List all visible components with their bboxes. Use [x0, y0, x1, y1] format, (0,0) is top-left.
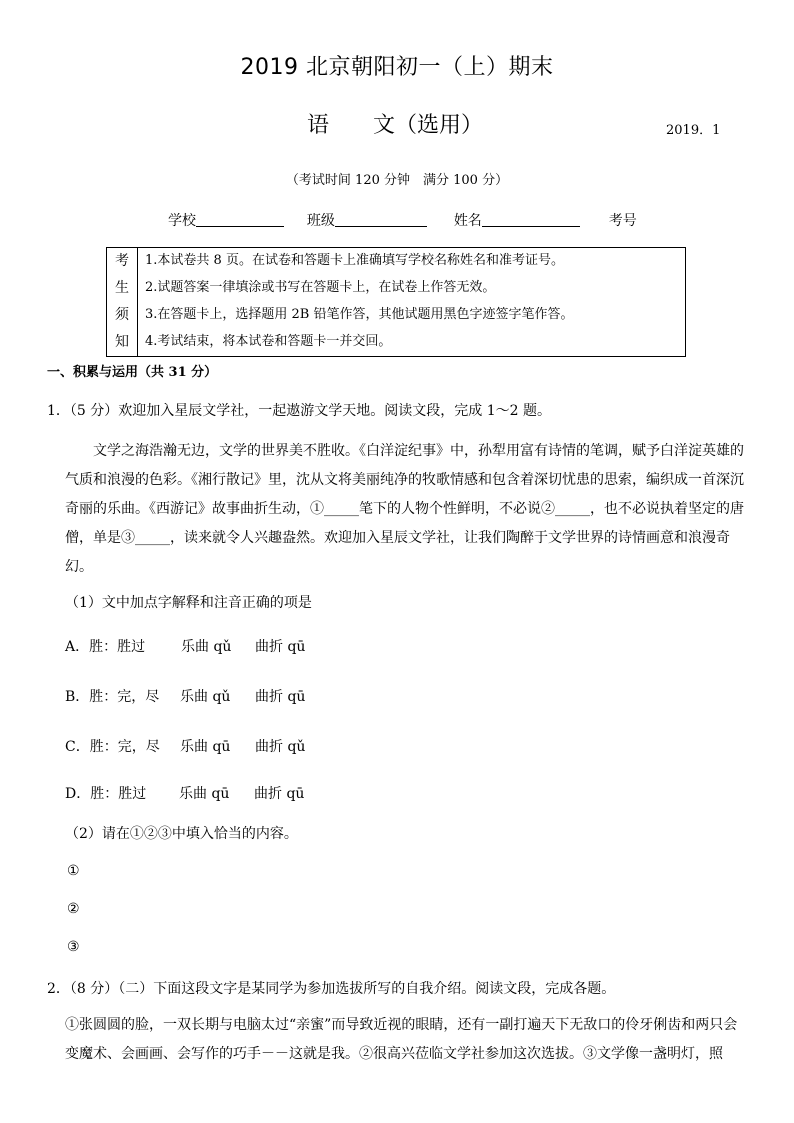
exam-info: （考试时间 120 分钟 满分 100 分）: [285, 173, 509, 188]
blank-3[interactable]: ③: [67, 939, 80, 955]
notice-item: 1.本试卷共 8 页。在试卷和答题卡上准确填写学校名称姓名和准考证号。: [145, 253, 564, 268]
exam-notice-box: [106, 247, 686, 357]
notice-item: 4.考试结束，将本试卷和答题卡一并交回。: [145, 334, 392, 349]
notice-item: 2.试题答案一律填涂或书写在答题卡上，在试卷上作答无效。: [145, 280, 496, 295]
subject-heading: 语 文（选用）: [307, 113, 484, 138]
blank-1[interactable]: ①: [67, 863, 80, 879]
name-field[interactable]: [482, 212, 580, 227]
notice-item: 3.在答题卡上，选择题用 2B 铅笔作答，其他试题用黑色字迹签字笔作答。: [145, 307, 574, 322]
exam-date: 2019．1: [666, 123, 721, 138]
notice-label-char: 须: [115, 307, 129, 323]
number-label: 考号: [608, 213, 637, 229]
option-a-part1: 乐曲 qǔ: [181, 639, 232, 655]
option-c-letter: C．胜：完，尽: [65, 739, 160, 755]
class-label: 班级: [306, 213, 335, 229]
option-d-part2: 曲折 qū: [254, 786, 305, 802]
blank-2[interactable]: ②: [67, 901, 80, 917]
option-a-letter: A．胜：胜过: [65, 639, 146, 655]
option-b-part1: 乐曲 qǔ: [180, 689, 231, 705]
name-label: 姓名: [453, 213, 482, 229]
option-a[interactable]: [65, 636, 305, 656]
option-a-part2: 曲折 qū: [255, 639, 306, 655]
question-2-passage: ①张圆圆的脸，一双长期与电脑太过“亲蜜”而导致近视的眼睛，还有一副打遍天下无敌口的伶牙俐齿和两只会变魔术、会画画、会写作的巧手－－这就是我。②很高兴莅临文学社参加这次选拔。③文学像一盏明灯，照: [65, 1017, 738, 1062]
question-1-passage: 文学之海浩瀚无边，文学的世界美不胜收。《白洋淀纪事》中，孙犁用富有诗情的笔调，赋予白洋淀英雄的气质和浪漫的色彩。《湘行散记》里，沈从文将美丽纯净的牧歌情感和包含着深切忧患的思索，编织成一首深沉奇丽的乐曲。《西游记》故事曲折生动，①_____笔下的人物个性鲜明，不必说②_____，也不必说执着坚定的唐僧，单是③_____，读来就令人兴趣盎然。欢迎加入星辰文学社，让我们陶醉于文学世界的诗情画意和浪漫奇幻。: [65, 443, 744, 575]
notice-items: [145, 248, 574, 356]
school-field[interactable]: [196, 212, 284, 227]
option-d-part1: 乐曲 qū: [179, 786, 230, 802]
notice-label-column: [107, 248, 138, 356]
school-label: 学校: [168, 213, 196, 229]
section-heading: 一、积累与运用（共 31 分）: [47, 365, 218, 380]
question-1-sub1: （1）文中加点字解释和注音正确的项是: [65, 595, 312, 611]
option-c-part1: 乐曲 qū: [180, 739, 231, 755]
option-b-part2: 曲折 qū: [255, 689, 306, 705]
notice-label-char: 生: [115, 280, 129, 296]
option-c-part2: 曲折 qǔ: [255, 739, 306, 755]
option-b[interactable]: [65, 686, 305, 706]
option-d[interactable]: [65, 783, 304, 803]
notice-label-char: 知: [115, 334, 129, 350]
notice-label-char: 考: [115, 253, 129, 269]
option-d-letter: D．胜：胜过: [65, 786, 147, 802]
option-b-letter: B．胜：完，尽: [65, 689, 160, 705]
class-field[interactable]: [335, 212, 427, 227]
question-1-sub2: （2）请在①②③中填入恰当的内容。: [65, 826, 298, 842]
document-title: 2019 北京朝阳初一（上）期末: [240, 55, 554, 80]
student-info-fields: [168, 210, 637, 230]
question-2-stem: 2．（8 分）（二）下面这段文字是某同学为参加选拔所写的自我介绍。阅读文段，完成各题。: [47, 981, 616, 997]
option-c[interactable]: [65, 736, 305, 756]
question-1-stem: 1．（5 分）欢迎加入星辰文学社，一起遨游文学天地。阅读文段，完成 1～2 题。: [47, 403, 551, 419]
